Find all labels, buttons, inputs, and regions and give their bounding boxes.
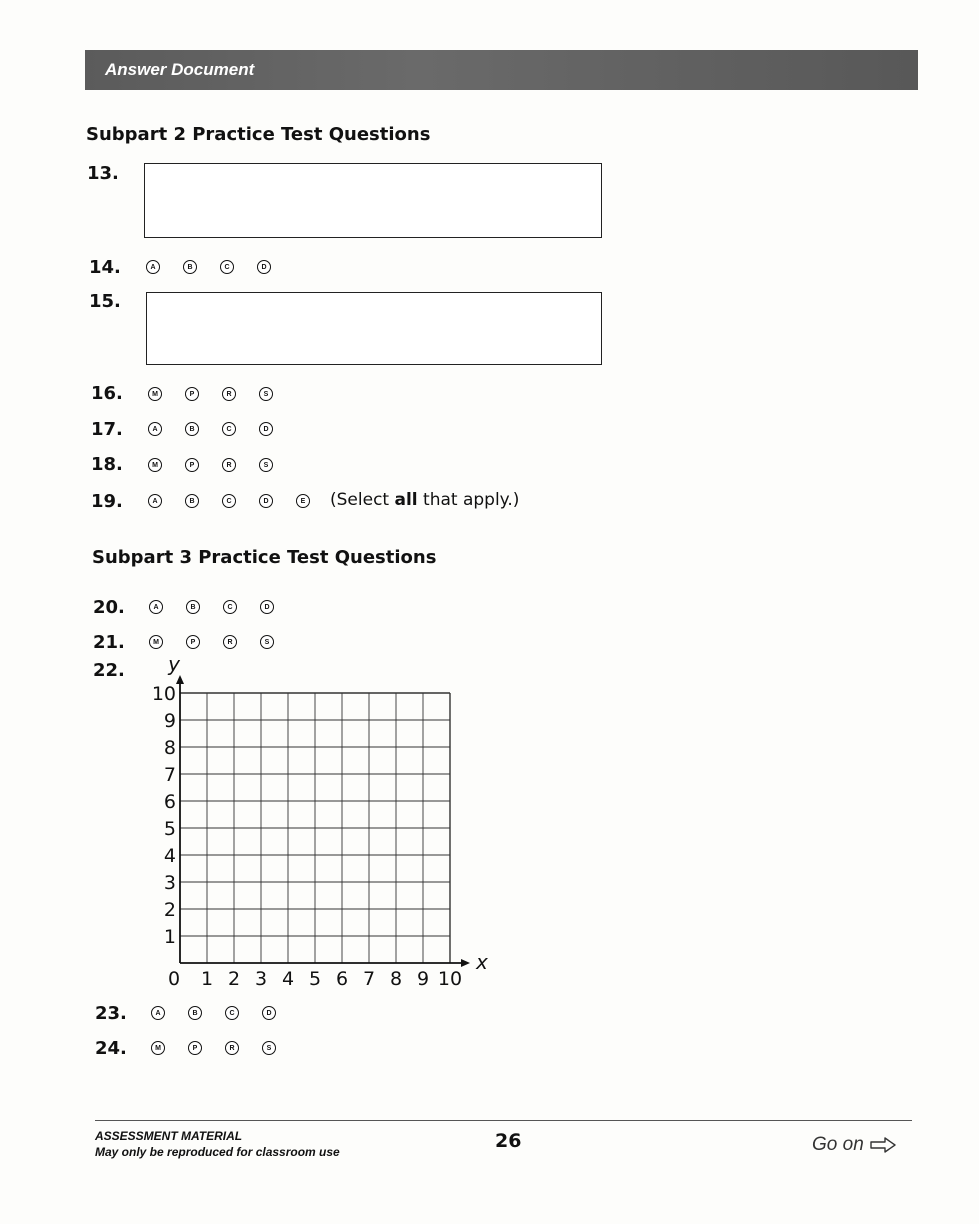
x-tick-label: 2: [227, 968, 241, 990]
question-18-bubble-s[interactable]: S: [259, 458, 273, 472]
y-tick-label: 8: [163, 737, 176, 759]
arrow-right-outline-icon: [870, 1137, 896, 1153]
footer-line-1: ASSESSMENT MATERIAL: [95, 1129, 243, 1143]
header-title: Answer Document: [105, 60, 255, 79]
question-16-bubble-r[interactable]: R: [222, 387, 236, 401]
question-24-bubble-s[interactable]: S: [262, 1041, 276, 1055]
question-24-bubble-m[interactable]: M: [151, 1041, 165, 1055]
question-16-bubble-s[interactable]: S: [259, 387, 273, 401]
question-21-options: [149, 635, 297, 649]
y-axis-label: y: [168, 655, 180, 676]
footer-line-2: May only be reproduced for classroom use: [95, 1145, 340, 1159]
y-tick-label: 10: [151, 683, 176, 705]
question-22-coordinate-grid[interactable]: [140, 655, 500, 995]
question-19-bubble-c[interactable]: C: [222, 494, 236, 508]
x-tick-label: 6: [335, 968, 349, 990]
y-tick-label: 6: [163, 791, 176, 813]
x-tick-label: 9: [416, 968, 430, 990]
question-18-options: [148, 458, 296, 472]
question-19-bubble-d[interactable]: D: [259, 494, 273, 508]
page-number: 26: [495, 1130, 522, 1152]
question-16-bubble-p[interactable]: P: [185, 387, 199, 401]
question-21-number: 21.: [93, 632, 125, 653]
question-14-bubble-d[interactable]: D: [257, 260, 271, 274]
subpart-2-title: Subpart 2 Practice Test Questions: [86, 124, 431, 145]
x-tick-label: 5: [308, 968, 322, 990]
question-24-bubble-p[interactable]: P: [188, 1041, 202, 1055]
go-on: [812, 1134, 896, 1156]
y-tick-label: 2: [163, 899, 176, 921]
question-19-bubble-e[interactable]: E: [296, 494, 310, 508]
question-18-bubble-m[interactable]: M: [148, 458, 162, 472]
question-19-bubble-b[interactable]: B: [185, 494, 199, 508]
y-tick-label: 9: [163, 710, 176, 732]
question-14-number: 14.: [89, 257, 121, 278]
question-17-bubble-a[interactable]: A: [148, 422, 162, 436]
header-bar: [85, 50, 918, 90]
y-tick-label: 7: [163, 764, 176, 786]
x-tick-label: 8: [389, 968, 403, 990]
question-14-bubble-c[interactable]: C: [220, 260, 234, 274]
question-15-answer-box[interactable]: [146, 292, 602, 365]
question-14-options: [146, 260, 294, 274]
question-20-number: 20.: [93, 597, 125, 618]
question-20-options: [149, 600, 297, 614]
question-19-options: [148, 494, 333, 508]
question-15-number: 15.: [89, 291, 121, 312]
question-17-bubble-d[interactable]: D: [259, 422, 273, 436]
question-19-instruction: (Select all that apply.): [330, 490, 520, 510]
question-13-number: 13.: [87, 163, 119, 184]
x-axis-arrow: [461, 959, 470, 967]
question-19-number: 19.: [91, 491, 123, 512]
x-axis-label: x: [476, 950, 488, 974]
question-23-bubble-d[interactable]: D: [262, 1006, 276, 1020]
question-18-bubble-r[interactable]: R: [222, 458, 236, 472]
question-21-bubble-r[interactable]: R: [223, 635, 237, 649]
question-16-options: [148, 387, 296, 401]
y-axis-arrow: [176, 675, 184, 684]
question-24-bubble-r[interactable]: R: [225, 1041, 239, 1055]
question-24-options: [151, 1041, 299, 1055]
question-23-bubble-b[interactable]: B: [188, 1006, 202, 1020]
question-17-bubble-c[interactable]: C: [222, 422, 236, 436]
question-14-bubble-b[interactable]: B: [183, 260, 197, 274]
footer-notice: [95, 1128, 340, 1160]
x-tick-label: 3: [254, 968, 268, 990]
question-21-bubble-s[interactable]: S: [260, 635, 274, 649]
question-14-bubble-a[interactable]: A: [146, 260, 160, 274]
question-24-number: 24.: [95, 1038, 127, 1059]
question-18-bubble-p[interactable]: P: [185, 458, 199, 472]
question-17-bubble-b[interactable]: B: [185, 422, 199, 436]
y-tick-label: 4: [163, 845, 176, 867]
x-tick-label: 10: [437, 968, 463, 990]
question-19-bubble-a[interactable]: A: [148, 494, 162, 508]
x-tick-label: 1: [200, 968, 214, 990]
question-17-number: 17.: [91, 419, 123, 440]
question-16-bubble-m[interactable]: M: [148, 387, 162, 401]
x-tick-label: 4: [281, 968, 295, 990]
footer-divider: [95, 1120, 912, 1121]
question-23-bubble-a[interactable]: A: [151, 1006, 165, 1020]
question-23-options: [151, 1006, 299, 1020]
question-20-bubble-d[interactable]: D: [260, 600, 274, 614]
y-tick-label: 1: [163, 926, 176, 948]
question-22-number: 22.: [93, 660, 125, 681]
y-tick-label: 3: [163, 872, 176, 894]
go-on-label: Go on: [812, 1134, 864, 1155]
question-23-number: 23.: [95, 1003, 127, 1024]
question-21-bubble-p[interactable]: P: [186, 635, 200, 649]
question-20-bubble-c[interactable]: C: [223, 600, 237, 614]
subpart-3-title: Subpart 3 Practice Test Questions: [92, 547, 437, 568]
x-tick-label: 0: [167, 968, 181, 990]
question-16-number: 16.: [91, 383, 123, 404]
question-20-bubble-b[interactable]: B: [186, 600, 200, 614]
question-13-answer-box[interactable]: [144, 163, 602, 238]
question-17-options: [148, 422, 296, 436]
x-tick-label: 7: [362, 968, 376, 990]
y-tick-label: 5: [163, 818, 176, 840]
question-18-number: 18.: [91, 454, 123, 475]
question-21-bubble-m[interactable]: M: [149, 635, 163, 649]
question-20-bubble-a[interactable]: A: [149, 600, 163, 614]
question-23-bubble-c[interactable]: C: [225, 1006, 239, 1020]
